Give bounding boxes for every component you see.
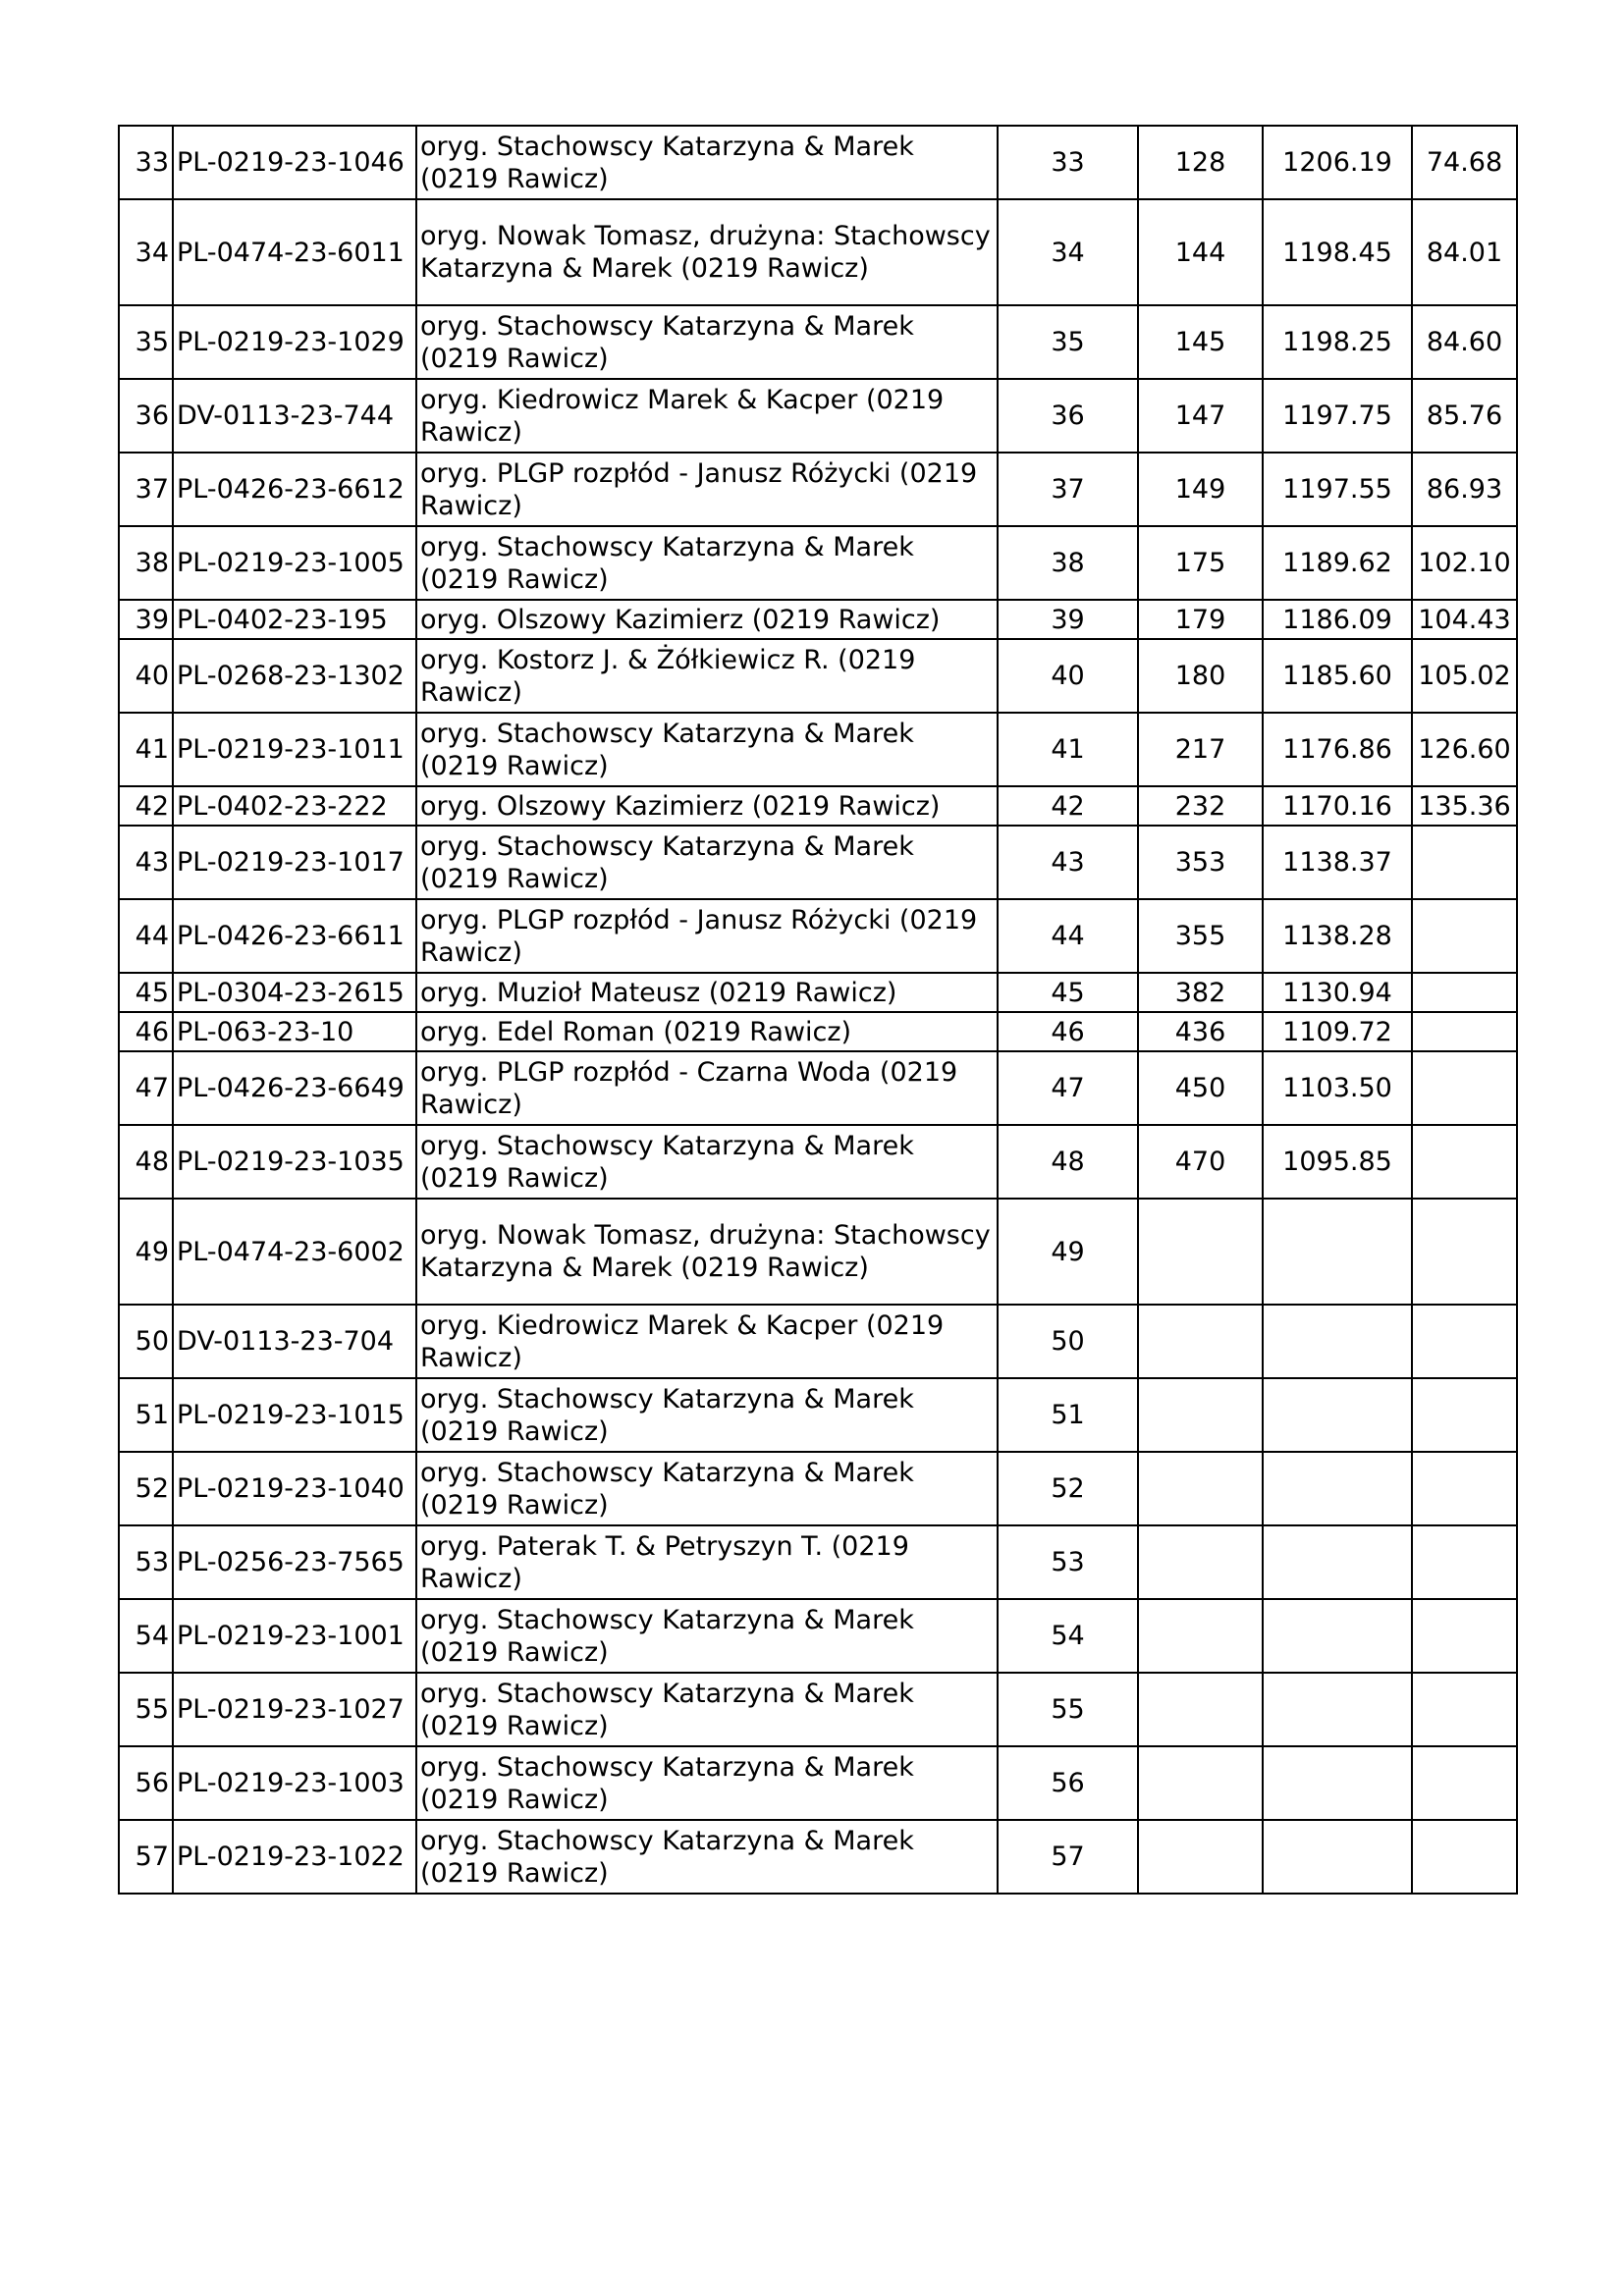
table-row <box>119 126 1517 199</box>
owner-cell: oryg. Kiedrowicz Marek & Kacper (0219 Rawicz) <box>416 379 998 453</box>
table-row <box>119 453 1517 526</box>
table-row <box>119 305 1517 379</box>
ring-number-cell: PL-0219-23-1035 <box>173 1125 416 1199</box>
points-cell <box>1412 899 1517 973</box>
table-row <box>119 1305 1517 1378</box>
row-number-cell: 56 <box>119 1746 173 1820</box>
place-cell: 52 <box>998 1452 1138 1525</box>
points-cell <box>1412 973 1517 1012</box>
points-cell: 135.36 <box>1412 786 1517 826</box>
place-cell: 40 <box>998 639 1138 713</box>
owner-cell: oryg. Stachowscy Katarzyna & Marek (0219 Rawicz) <box>416 713 998 786</box>
place-cell: 34 <box>998 199 1138 305</box>
speed-cell <box>1263 1378 1412 1452</box>
points-cell <box>1412 826 1517 899</box>
ring-number-cell: PL-0474-23-6002 <box>173 1199 416 1305</box>
row-number-cell: 41 <box>119 713 173 786</box>
place-cell: 50 <box>998 1305 1138 1378</box>
points-cell <box>1412 1525 1517 1599</box>
speed-cell <box>1263 1820 1412 1894</box>
owner-cell: oryg. PLGP rozpłód - Czarna Woda (0219 Rawicz) <box>416 1051 998 1125</box>
row-number-cell: 46 <box>119 1012 173 1051</box>
table-row <box>119 639 1517 713</box>
owner-cell: oryg. Stachowscy Katarzyna & Marek (0219 Rawicz) <box>416 1820 998 1894</box>
ring-number-cell: PL-0219-23-1005 <box>173 526 416 600</box>
place-cell: 57 <box>998 1820 1138 1894</box>
ring-number-cell: PL-0219-23-1040 <box>173 1452 416 1525</box>
table-row <box>119 713 1517 786</box>
points-cell <box>1412 1199 1517 1305</box>
points-cell: 85.76 <box>1412 379 1517 453</box>
table-row <box>119 1125 1517 1199</box>
ring-number-cell: PL-0474-23-6011 <box>173 199 416 305</box>
ring-number-cell: PL-0219-23-1001 <box>173 1599 416 1673</box>
rank-cell <box>1138 1746 1263 1820</box>
owner-cell: oryg. Kiedrowicz Marek & Kacper (0219 Rawicz) <box>416 1305 998 1378</box>
rank-cell <box>1138 1820 1263 1894</box>
owner-cell: oryg. Stachowscy Katarzyna & Marek (0219 Rawicz) <box>416 1125 998 1199</box>
rank-cell <box>1138 1673 1263 1746</box>
rank-cell: 470 <box>1138 1125 1263 1199</box>
table-row <box>119 199 1517 305</box>
place-cell: 38 <box>998 526 1138 600</box>
ring-number-cell: PL-0256-23-7565 <box>173 1525 416 1599</box>
row-number-cell: 36 <box>119 379 173 453</box>
points-cell <box>1412 1051 1517 1125</box>
ring-number-cell: PL-0219-23-1003 <box>173 1746 416 1820</box>
results-table <box>118 125 1518 1895</box>
speed-cell: 1176.86 <box>1263 713 1412 786</box>
row-number-cell: 55 <box>119 1673 173 1746</box>
ring-number-cell: PL-0219-23-1011 <box>173 713 416 786</box>
row-number-cell: 34 <box>119 199 173 305</box>
row-number-cell: 38 <box>119 526 173 600</box>
speed-cell: 1103.50 <box>1263 1051 1412 1125</box>
points-cell: 84.01 <box>1412 199 1517 305</box>
ring-number-cell: PL-0426-23-6611 <box>173 899 416 973</box>
speed-cell <box>1263 1305 1412 1378</box>
ring-number-cell: DV-0113-23-704 <box>173 1305 416 1378</box>
rank-cell: 436 <box>1138 1012 1263 1051</box>
table-row <box>119 1525 1517 1599</box>
rank-cell: 353 <box>1138 826 1263 899</box>
speed-cell: 1189.62 <box>1263 526 1412 600</box>
row-number-cell: 52 <box>119 1452 173 1525</box>
table-row <box>119 1012 1517 1051</box>
speed-cell: 1186.09 <box>1263 600 1412 639</box>
rank-cell: 147 <box>1138 379 1263 453</box>
ring-number-cell: PL-0219-23-1029 <box>173 305 416 379</box>
owner-cell: oryg. Paterak T. & Petryszyn T. (0219 Rawicz) <box>416 1525 998 1599</box>
points-cell: 126.60 <box>1412 713 1517 786</box>
points-cell: 105.02 <box>1412 639 1517 713</box>
table-row <box>119 1673 1517 1746</box>
speed-cell <box>1263 1525 1412 1599</box>
table-row <box>119 379 1517 453</box>
points-cell: 86.93 <box>1412 453 1517 526</box>
points-cell <box>1412 1305 1517 1378</box>
speed-cell: 1170.16 <box>1263 786 1412 826</box>
table-row <box>119 1599 1517 1673</box>
row-number-cell: 48 <box>119 1125 173 1199</box>
ring-number-cell: DV-0113-23-744 <box>173 379 416 453</box>
speed-cell: 1197.55 <box>1263 453 1412 526</box>
table-row <box>119 1452 1517 1525</box>
rank-cell: 149 <box>1138 453 1263 526</box>
rank-cell: 175 <box>1138 526 1263 600</box>
table-row <box>119 973 1517 1012</box>
rank-cell: 355 <box>1138 899 1263 973</box>
place-cell: 54 <box>998 1599 1138 1673</box>
row-number-cell: 33 <box>119 126 173 199</box>
speed-cell: 1197.75 <box>1263 379 1412 453</box>
owner-cell: oryg. Stachowscy Katarzyna & Marek (0219 Rawicz) <box>416 126 998 199</box>
owner-cell: oryg. Stachowscy Katarzyna & Marek (0219 Rawicz) <box>416 1746 998 1820</box>
rank-cell <box>1138 1378 1263 1452</box>
speed-cell: 1198.25 <box>1263 305 1412 379</box>
rank-cell: 180 <box>1138 639 1263 713</box>
row-number-cell: 57 <box>119 1820 173 1894</box>
speed-cell: 1138.28 <box>1263 899 1412 973</box>
place-cell: 48 <box>998 1125 1138 1199</box>
speed-cell: 1138.37 <box>1263 826 1412 899</box>
speed-cell: 1130.94 <box>1263 973 1412 1012</box>
table-row <box>119 899 1517 973</box>
place-cell: 55 <box>998 1673 1138 1746</box>
ring-number-cell: PL-0219-23-1022 <box>173 1820 416 1894</box>
ring-number-cell: PL-0304-23-2615 <box>173 973 416 1012</box>
place-cell: 33 <box>998 126 1138 199</box>
owner-cell: oryg. Nowak Tomasz, drużyna: Stachowscy Katarzyna & Marek (0219 Rawicz) <box>416 199 998 305</box>
table-row <box>119 1199 1517 1305</box>
points-cell: 102.10 <box>1412 526 1517 600</box>
rank-cell: 145 <box>1138 305 1263 379</box>
ring-number-cell: PL-0268-23-1302 <box>173 639 416 713</box>
speed-cell: 1206.19 <box>1263 126 1412 199</box>
points-cell <box>1412 1378 1517 1452</box>
place-cell: 39 <box>998 600 1138 639</box>
points-cell <box>1412 1125 1517 1199</box>
place-cell: 51 <box>998 1378 1138 1452</box>
owner-cell: oryg. Olszowy Kazimierz (0219 Rawicz) <box>416 600 998 639</box>
owner-cell: oryg. Kostorz J. & Żółkiewicz R. (0219 Rawicz) <box>416 639 998 713</box>
speed-cell <box>1263 1599 1412 1673</box>
owner-cell: oryg. Muzioł Mateusz (0219 Rawicz) <box>416 973 998 1012</box>
row-number-cell: 40 <box>119 639 173 713</box>
row-number-cell: 45 <box>119 973 173 1012</box>
ring-number-cell: PL-0219-23-1017 <box>173 826 416 899</box>
points-cell <box>1412 1820 1517 1894</box>
table-row <box>119 1051 1517 1125</box>
ring-number-cell: PL-063-23-10 <box>173 1012 416 1051</box>
speed-cell <box>1263 1673 1412 1746</box>
rank-cell <box>1138 1199 1263 1305</box>
row-number-cell: 47 <box>119 1051 173 1125</box>
owner-cell: oryg. Stachowscy Katarzyna & Marek (0219 Rawicz) <box>416 1452 998 1525</box>
ring-number-cell: PL-0219-23-1015 <box>173 1378 416 1452</box>
ring-number-cell: PL-0426-23-6612 <box>173 453 416 526</box>
row-number-cell: 35 <box>119 305 173 379</box>
place-cell: 44 <box>998 899 1138 973</box>
place-cell: 36 <box>998 379 1138 453</box>
points-cell <box>1412 1746 1517 1820</box>
place-cell: 41 <box>998 713 1138 786</box>
place-cell: 46 <box>998 1012 1138 1051</box>
rank-cell <box>1138 1525 1263 1599</box>
speed-cell <box>1263 1746 1412 1820</box>
place-cell: 37 <box>998 453 1138 526</box>
owner-cell: oryg. Edel Roman (0219 Rawicz) <box>416 1012 998 1051</box>
table-row <box>119 826 1517 899</box>
points-cell <box>1412 1599 1517 1673</box>
ring-number-cell: PL-0402-23-222 <box>173 786 416 826</box>
speed-cell <box>1263 1452 1412 1525</box>
table-row <box>119 526 1517 600</box>
rank-cell: 179 <box>1138 600 1263 639</box>
row-number-cell: 50 <box>119 1305 173 1378</box>
owner-cell: oryg. Stachowscy Katarzyna & Marek (0219 Rawicz) <box>416 526 998 600</box>
ring-number-cell: PL-0219-23-1027 <box>173 1673 416 1746</box>
table-row <box>119 600 1517 639</box>
points-cell: 104.43 <box>1412 600 1517 639</box>
table-row <box>119 1746 1517 1820</box>
owner-cell: oryg. Nowak Tomasz, drużyna: Stachowscy Katarzyna & Marek (0219 Rawicz) <box>416 1199 998 1305</box>
points-cell: 84.60 <box>1412 305 1517 379</box>
row-number-cell: 54 <box>119 1599 173 1673</box>
owner-cell: oryg. PLGP rozpłód - Janusz Różycki (0219 Rawicz) <box>416 453 998 526</box>
points-cell <box>1412 1012 1517 1051</box>
points-cell: 74.68 <box>1412 126 1517 199</box>
place-cell: 45 <box>998 973 1138 1012</box>
points-cell <box>1412 1452 1517 1525</box>
owner-cell: oryg. Stachowscy Katarzyna & Marek (0219 Rawicz) <box>416 1599 998 1673</box>
owner-cell: oryg. Olszowy Kazimierz (0219 Rawicz) <box>416 786 998 826</box>
speed-cell: 1198.45 <box>1263 199 1412 305</box>
row-number-cell: 44 <box>119 899 173 973</box>
place-cell: 43 <box>998 826 1138 899</box>
rank-cell <box>1138 1305 1263 1378</box>
place-cell: 56 <box>998 1746 1138 1820</box>
owner-cell: oryg. Stachowscy Katarzyna & Marek (0219 Rawicz) <box>416 305 998 379</box>
table-row <box>119 1820 1517 1894</box>
row-number-cell: 37 <box>119 453 173 526</box>
speed-cell: 1109.72 <box>1263 1012 1412 1051</box>
points-cell <box>1412 1673 1517 1746</box>
place-cell: 47 <box>998 1051 1138 1125</box>
rank-cell <box>1138 1599 1263 1673</box>
place-cell: 42 <box>998 786 1138 826</box>
speed-cell: 1095.85 <box>1263 1125 1412 1199</box>
row-number-cell: 39 <box>119 600 173 639</box>
rank-cell <box>1138 1452 1263 1525</box>
rank-cell: 450 <box>1138 1051 1263 1125</box>
speed-cell <box>1263 1199 1412 1305</box>
ring-number-cell: PL-0402-23-195 <box>173 600 416 639</box>
rank-cell: 128 <box>1138 126 1263 199</box>
table-row <box>119 1378 1517 1452</box>
rank-cell: 217 <box>1138 713 1263 786</box>
owner-cell: oryg. Stachowscy Katarzyna & Marek (0219 Rawicz) <box>416 826 998 899</box>
row-number-cell: 53 <box>119 1525 173 1599</box>
speed-cell: 1185.60 <box>1263 639 1412 713</box>
owner-cell: oryg. Stachowscy Katarzyna & Marek (0219 Rawicz) <box>416 1378 998 1452</box>
row-number-cell: 49 <box>119 1199 173 1305</box>
owner-cell: oryg. Stachowscy Katarzyna & Marek (0219 Rawicz) <box>416 1673 998 1746</box>
place-cell: 35 <box>998 305 1138 379</box>
table-row <box>119 786 1517 826</box>
place-cell: 49 <box>998 1199 1138 1305</box>
row-number-cell: 42 <box>119 786 173 826</box>
ring-number-cell: PL-0426-23-6649 <box>173 1051 416 1125</box>
owner-cell: oryg. PLGP rozpłód - Janusz Różycki (0219 Rawicz) <box>416 899 998 973</box>
rank-cell: 144 <box>1138 199 1263 305</box>
rank-cell: 382 <box>1138 973 1263 1012</box>
results-table-body <box>119 126 1517 1894</box>
ring-number-cell: PL-0219-23-1046 <box>173 126 416 199</box>
row-number-cell: 51 <box>119 1378 173 1452</box>
row-number-cell: 43 <box>119 826 173 899</box>
place-cell: 53 <box>998 1525 1138 1599</box>
rank-cell: 232 <box>1138 786 1263 826</box>
